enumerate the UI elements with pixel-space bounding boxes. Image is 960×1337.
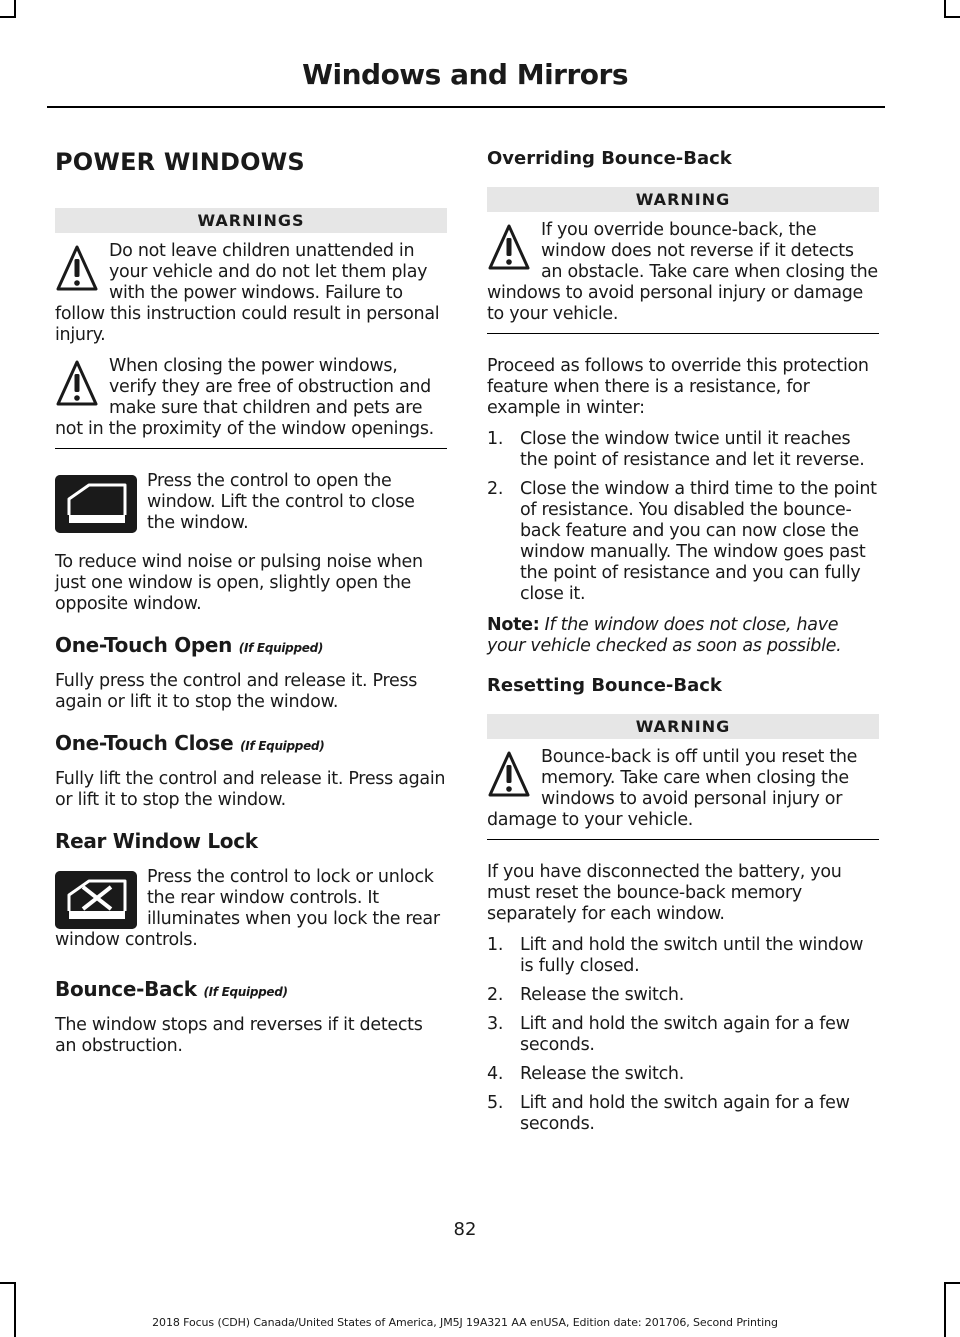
heading-text: One-Touch Close — [55, 731, 234, 755]
heading-text: Bounce-Back — [55, 977, 197, 1001]
warning-label: WARNING — [487, 714, 879, 739]
warning-box — [487, 714, 879, 840]
right-column — [487, 140, 879, 1145]
warning-triangle-icon — [487, 222, 531, 274]
warning-text: When closing the power windows, verify they are free of obstruction and make sure that children and pets are not in the proximity of the window openings. — [55, 356, 434, 439]
one-touch-close-heading — [55, 731, 447, 755]
window-switch-icon — [55, 475, 137, 533]
crop-mark — [944, 1282, 946, 1337]
one-touch-close-text: Fully lift the control and release it. Press again or lift it to stop the window. — [55, 769, 446, 810]
warning-triangle-icon — [55, 243, 99, 295]
wind-noise-paragraph: To reduce wind noise or pulsing noise when just one window is open, slightly open the opposite window. — [55, 552, 423, 614]
warning-item — [55, 241, 447, 346]
reset-heading: Resetting Bounce-Back — [487, 675, 722, 696]
override-heading: Overriding Bounce-Back — [487, 148, 732, 169]
section-heading: POWER WINDOWS — [55, 148, 305, 176]
bounce-back-heading — [55, 977, 447, 1001]
warning-box — [487, 187, 879, 334]
note-paragraph — [487, 615, 879, 657]
control-instruction: Press the control to open the window. Lift the control to close the window. — [147, 471, 415, 533]
override-intro: Proceed as follows to override this protection feature when there is a resistance, for example in winter: — [487, 356, 869, 418]
list-item: 3. Lift and hold the switch again for a few seconds. — [487, 1014, 850, 1055]
left-column — [55, 140, 447, 1067]
warning-text: Do not leave children unattended in your vehicle and do not let them play with the power windows. Failure to follow this instruction could result in personal injury. — [55, 241, 440, 345]
window-lock-switch-icon — [55, 871, 137, 929]
warnings-label: WARNINGS — [55, 208, 447, 233]
one-touch-open-text: Fully press the control and release it. Press again or lift it to stop the window. — [55, 671, 418, 712]
if-equipped-tag: (If Equipped) — [240, 739, 325, 753]
crop-mark — [944, 1282, 960, 1284]
list-item: 2. Release the switch. — [487, 985, 684, 1005]
reset-intro: If you have disconnected the battery, you must reset the bounce-back memory separately for each window. — [487, 862, 842, 924]
rear-window-lock-heading: Rear Window Lock — [55, 829, 258, 853]
warning-triangle-icon — [487, 749, 531, 801]
header-divider — [47, 106, 885, 108]
warning-item — [487, 220, 879, 325]
list-item: 1. Lift and hold the switch until the window is fully closed. — [487, 935, 864, 976]
page-footer: 2018 Focus (CDH) Canada/United States of America, JM5J 19A321 AA enUSA, Edition date: 201706, Second Printing — [152, 1316, 778, 1329]
override-steps-list — [487, 429, 879, 605]
crop-mark — [944, 16, 960, 18]
if-equipped-tag: (If Equipped) — [203, 985, 288, 999]
warning-text: Bounce-back is off until you reset the memory. Take care when closing the windows to avoid personal injury or damage to your vehicle. — [487, 747, 858, 830]
window-control-row — [55, 471, 447, 534]
bounce-back-text: The window stops and reverses if it detects an obstruction. — [55, 1015, 423, 1056]
page-number: 82 — [453, 1219, 477, 1240]
warning-item — [55, 356, 447, 440]
crop-mark — [0, 1282, 16, 1284]
reset-steps-list — [487, 935, 879, 1135]
list-item: 5. Lift and hold the switch again for a few seconds. — [487, 1093, 850, 1134]
rear-lock-text: Press the control to lock or unlock the rear window controls. It illuminates when you lock the rear window controls. — [55, 867, 440, 950]
warning-label: WARNING — [487, 187, 879, 212]
warnings-box — [55, 208, 447, 449]
note-text: If the window does not close, have your vehicle checked as soon as possible. — [487, 615, 842, 656]
crop-mark — [0, 16, 16, 18]
one-touch-open-heading — [55, 633, 447, 657]
page-header-title: Windows and Mirrors — [302, 58, 628, 91]
list-item: 4. Release the switch. — [487, 1064, 684, 1084]
heading-text: One-Touch Open — [55, 633, 233, 657]
warning-text: If you override bounce-back, the window does not reverse if it detects an obstacle. Take care when closing the windows to avoid personal injury or damage to your vehicle. — [487, 220, 878, 324]
note-label: Note: — [487, 615, 540, 635]
warning-item — [487, 747, 879, 831]
if-equipped-tag: (If Equipped) — [238, 641, 324, 655]
warning-triangle-icon — [55, 358, 99, 410]
list-item: 1. Close the window twice until it reaches the point of resistance and let it reverse. — [487, 429, 865, 470]
rear-lock-row — [55, 867, 447, 951]
list-item: 2. Close the window a third time to the point of resistance. You disabled the bounce-back feature and you can now close the window manually. The window goes past the point of resistance and you can fully close it. — [487, 479, 877, 604]
